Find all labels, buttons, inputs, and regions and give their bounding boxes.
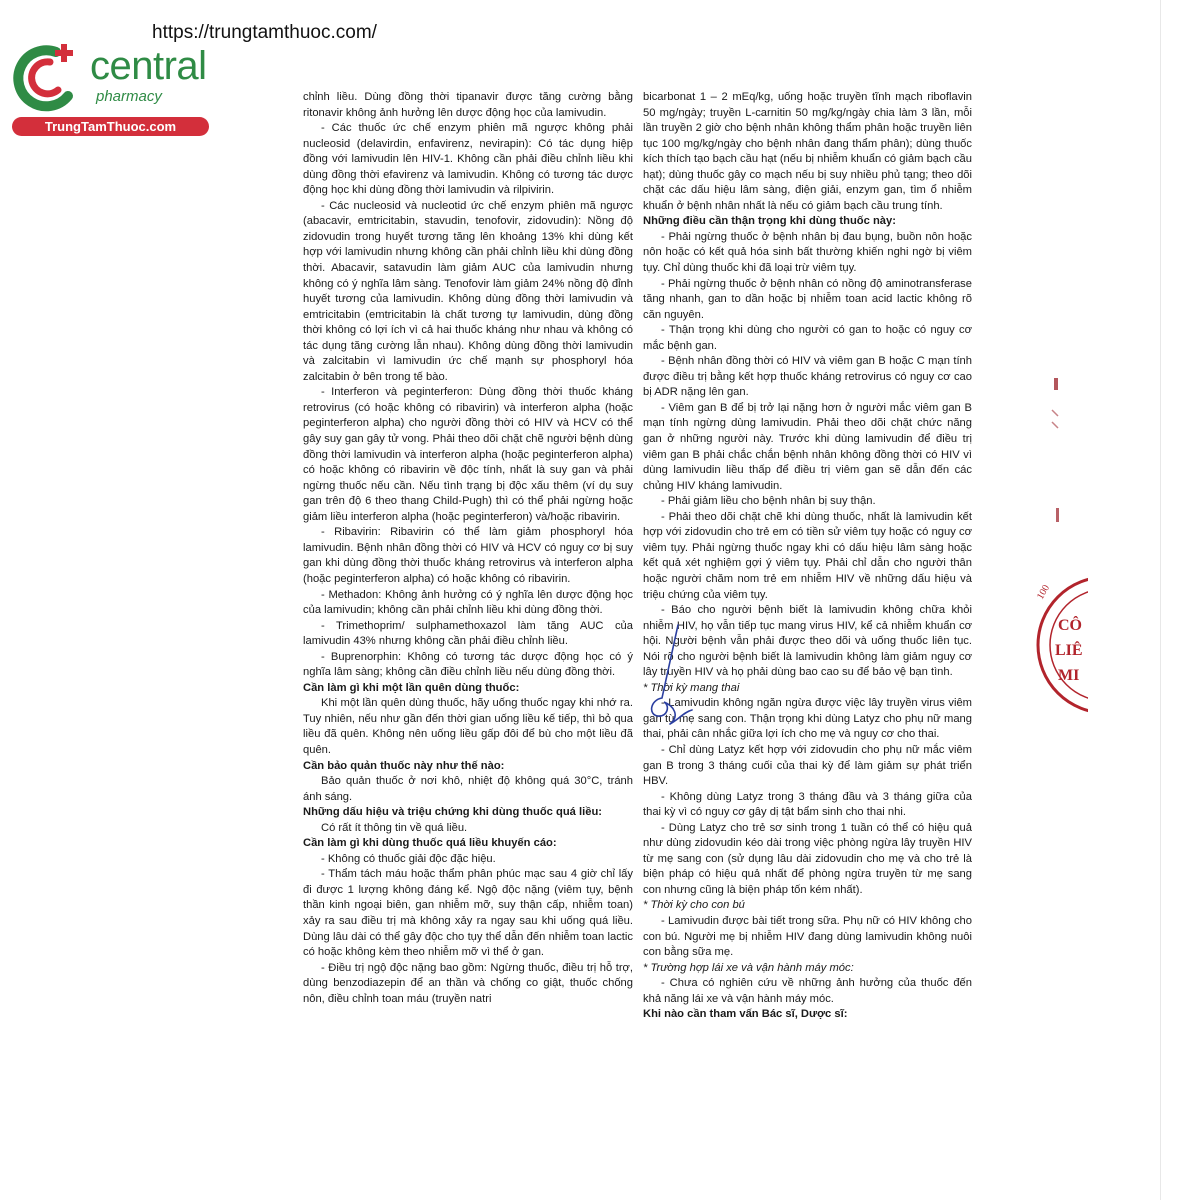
paragraph: - Lamivudin được bài tiết trong sữa. Phụ nữ có HIV không cho con bú. Người mẹ bị nhiễm HIV đang dùng lamivudin không nuôi con bằng sữa mẹ. [643,914,972,959]
paragraph: - Phải ngừng thuốc ở bệnh nhân có nồng độ aminotransferase tăng nhanh, gan to dần hoặc bị nhiễm toan acid lactic không rõ căn nguyên. [643,277,972,321]
paragraph: - Phải giảm liều cho bệnh nhân bị suy thận. [661,495,876,508]
paragraph: - Chỉ dùng Latyz kết hợp với zidovudin cho phụ nữ mắc viêm gan B trong 3 tháng cuối của thai kỳ để làm giảm sự phát triển HBV. [643,743,972,788]
site-banner: TrungTamThuoc.com [12,117,209,136]
section-heading: Khi nào cần tham vấn Bác sĩ, Dược sĩ: [643,1008,848,1021]
section-heading: Những dấu hiệu và triệu chứng khi dùng thuốc quá liều: [303,806,602,819]
section-heading: Cần bảo quản thuốc này như thế nào: [303,759,505,772]
paragraph: - Không dùng Latyz trong 3 tháng đầu và 3 tháng giữa của thai kỳ vì có nguy cơ gây dị tật bẩm sinh cho thai nhi. [643,790,972,819]
paragraph: - Các thuốc ức chế enzym phiên mã ngược không phải nucleosid (delavirdin, enfavirenz, nevirapin): Có tác dụng hiệp đồng với lamivudin lên HIV-1. Không cần phải điều chỉnh liều khi dùng đồng thời efavirenz và lamivudin. Không có tương tác dược động học khi dùng đồng thời lamivudin và rilpivirin. [303,122,633,197]
logo-subtitle: pharmacy [96,88,162,105]
section-heading: Cần làm gì khi một lần quên dùng thuốc: [303,681,520,694]
paragraph: - Phải ngừng thuốc ở bệnh nhân bị đau bụng, buồn nôn hoặc nôn hoặc có kết quả hóa sinh bất thường khiến nghi ngờ bị viêm tụy. Chỉ dùng thuốc khi đã loại trừ viêm tụy. [643,230,972,275]
paragraph: bicarbonat 1 – 2 mEq/kg, uống hoặc truyền tĩnh mạch riboflavin 50 mg/ngày; truyền L-carnitin 50 mg/kg/ngày chia làm 3 lần, mỗi lần truyền 2 giờ cho bệnh nhân không thẩm phân hoặc truyền liên tục 100 mg/kg/ngày cho bệnh nhân đang thẩm phân); dùng thuốc kích thích tạo bạch cầu hạt (nếu bị nhiễm khuẩn có giảm bạch cầu hạt); dùng thuốc gây co mạch nếu bị suy nhiều phủ tạng; theo dõi chặt các dấu hiệu lâm sàng, điện giải, enzym gan, tìm ổ nhiễm khuẩn ở bệnh nhân nhất là nếu có giảm bạch cầu trung tính. [643,91,972,212]
paragraph: chỉnh liều. Dùng đồng thời tipanavir được tăng cường bằng ritonavir không ảnh hưởng lên dược động học của lamivudin. [303,91,633,119]
section-heading: Những điều cần thận trọng khi dùng thuốc này: [643,215,896,228]
paragraph: Có rất ít thông tin về quá liều. [321,821,468,834]
signature-mark [640,620,700,740]
paragraph: Bảo quản thuốc ở nơi khô, nhiệt độ không quá 30°C, tránh ánh sáng. [303,775,633,803]
page-edge-line [1160,0,1161,1200]
stamp-line-1: CÔ [1058,617,1082,634]
logo-wordmark: central [90,44,207,88]
paragraph: - Chưa có nghiên cứu về những ảnh hưởng của thuốc đến khả năng lái xe và vận hành máy móc. [643,977,972,1005]
paragraph: - Buprenorphin: Không có tương tác dược động học có ý nghĩa lâm sàng; không cần điều chỉnh liều nếu dùng đồng thời. [303,650,633,679]
paragraph: - Báo cho người bệnh biết là lamivudin không chữa khỏi nhiễm HIV, họ vẫn tiếp tục mang virus HIV, kể cả nhiễm khuẩn cơ hội. Người bệnh vẫn phải được theo dõi và uống thuốc liên tục. Nói rõ cho người bệnh biết là lamivudin không làm giảm nguy cơ lây truyền HIV và họ phải dùng bao cao su để bảo vệ bạn tình. [643,604,972,679]
subsection-title: * Thời kỳ mang thai [643,681,740,694]
left-text-column [303,90,633,1007]
paragraph: - Điều trị ngộ độc nặng bao gồm: Ngừng thuốc, điều trị hỗ trợ, dùng benzodiazepin để an thần và chống co giật, thuốc chống nôn, điều chỉnh toan máu (truyền natri [303,961,633,1005]
paragraph: - Methadon: Không ảnh hưởng có ý nghĩa lên dược động học của lamivudin; không cần phải chỉnh liều khi dùng đồng thời. [303,588,633,617]
margin-marks [1040,370,1070,530]
right-text-column [643,90,972,1023]
paragraph: - Thẩm tách máu hoặc thẩm phân phúc mạc sau 4 giờ chỉ lấy đi được 1 lượng không đáng kể. Ngộ độc nặng (viêm tụy, bệnh thần kinh ngoại biên, gan nhiễm mỡ, suy thận cấp, nhiễm toan) xảy ra sau điều trị mà không xảy ra ngay sau khi uống quá liều. Dùng lâu dài có thể gây độc cho tụy thể dẫn đến nhiễm toan lactic có hoặc không kèm theo nhiễm mỡ vì thể ở gan. [303,868,633,959]
paragraph: - Thận trọng khi dùng cho người có gan to hoặc có nguy cơ mắc bệnh gan. [643,324,972,352]
stamp-line-3: MI [1058,667,1080,684]
paragraph: - Ribavirin: Ribavirin có thể làm giảm phosphoryl hóa lamivudin. Bệnh nhân đồng thời có HIV và HCV có nguy cơ bị suy gan khi dùng đồng thời thuốc kháng retrovirus và interferon alpha (hoặc peginterferon alpha) có hoặc không có ribavirin. [303,526,633,585]
paragraph: - Phải theo dõi chặt chẽ khi dùng thuốc, nhất là lamivudin kết hợp với zidovudin cho trẻ em có tiền sử viêm tụy hoặc có nguy cơ viêm tụy. Phải ngừng thuốc ngay khi có dấu hiệu lâm sàng hoặc kết quả xét nghiệm gợi ý viêm tụy. Phải chỉ dẫn cho người thân hoặc người chăm nom trẻ em nhiễm HIV về những dấu hiệu và triệu chứng của viêm tụy. [643,510,972,601]
pharmacy-logo-icon [10,38,90,118]
paragraph: - Bệnh nhân đồng thời có HIV và viêm gan B hoặc C mạn tính được điều trị bằng kết hợp thuốc kháng retrovirus có nguy cơ cao bị ADR nặng lên gan. [643,355,972,399]
source-url: https://trungtamthuoc.com/ [152,22,377,43]
stamp-line-2: LIÊ [1055,642,1083,659]
section-heading: Cần làm gì khi dùng thuốc quá liều khuyến cáo: [303,837,557,850]
subsection-title: * Thời kỳ cho con bú [643,899,745,912]
subsection-title: * Trường hợp lái xe và vận hành máy móc: [643,961,854,974]
paragraph: - Các nucleosid và nucleotid ức chế enzym phiên mã ngược (abacavir, emtricitabin, stavudin, tenofovir, zidovudin): Nồng độ zidovudin trong huyết tương tăng lên khoảng 13% khi dùng kết hợp với lamivudin nhưng không cần phải chỉnh liều khi dùng đồng thời. Abacavir, satavudin làm giảm AUC của lamivudin nhưng không có ý nghĩa lâm sàng. Tenofovir làm giảm 24% nồng độ đỉnh huyết tương của lamivudin. Không dùng đồng thời lamivudin và emtricitabin (emtricitabin là chất tương tự lamivudin, dùng đồng thời không có lợi ích vì cả hai thuốc kháng như nhau và không có tác dụng tăng cường lẫn nhau). Không dùng đồng thời lamivudin và zalcitabin vì lamivudin ức chế mạnh sự phosphoryl hóa zalcitabin ở bên trong tế bào. [303,199,633,383]
paragraph: - Interferon và peginterferon: Dùng đồng thời thuốc kháng retrovirus (có hoặc không có ribavirin) và interferon alpha (hoặc peginterferon alpha) cho người đồng thời có HIV và HCV có thể gây suy gan gây tử vong. Phải theo dõi chặt chẽ người bệnh dùng đồng thời lamivudin và interferon alpha (hoặc peginterferon alpha) có hoặc không có ribavirin về độc tính, nhất là suy gan và phải ngừng thuốc nếu cần. Nếu tình trạng bị độc xấu thêm (ví dụ suy gan trên độ 6 theo thang Child-Pugh) thì có thể phải ngừng hoặc giảm liều interferon alpha (hoặc peginterferon) và/hoặc ribavirin. [303,386,633,523]
paragraph: - Trimethoprim/ sulphamethoxazol làm tăng AUC của lamivudin 43% nhưng không cần phải điều chỉnh liều. [303,619,633,648]
stamp-ring-text: 100 [1035,583,1053,602]
paragraph: - Viêm gan B để bị trở lại nặng hơn ở người mắc viêm gan B mạn tính ngừng dùng lamivudin. Phải theo dõi chặt chức năng gan ở những người này. Trước khi dùng lamivudin để điều trị viêm gan B phải chắc chắn bệnh nhân không đồng thời có HIV vì dùng lamivudin liều thấp để điều trị viêm gan sẽ dẫn đến các chủng HIV kháng lamivudin. [643,401,972,492]
official-stamp [1028,560,1088,730]
paragraph: - Lamivudin không ngăn ngừa được việc lây truyền virus viêm gan từ mẹ sang con. Thận trọng khi dùng Latyz cho phụ nữ mang thai, phải cân nhắc giữa lợi ích cho mẹ và nguy cơ cho thai. [643,697,972,741]
paragraph: Khi một lần quên dùng thuốc, hãy uống thuốc ngay khi nhớ ra. Tuy nhiên, nếu như gần đến thời gian uống liều kế tiếp, thì bỏ qua liều đã quên. Không nên uống liều gấp đôi để bù cho một liều đã quên. [303,697,633,756]
paragraph: - Dùng Latyz cho trẻ sơ sinh trong 1 tuần có thể có hiệu quả như dùng zidovudin kéo dài trong việc phòng ngừa lây truyền HIV từ mẹ sang con (sử dụng lâu dài zidovudin cho mẹ và cho trẻ là biện pháp có hiệu quả nhất để phòng ngừa truyền từ mẹ sang con nhưng cũng là biện pháp tốn kém nhất). [643,821,972,896]
paragraph: - Không có thuốc giải độc đặc hiệu. [321,852,496,865]
